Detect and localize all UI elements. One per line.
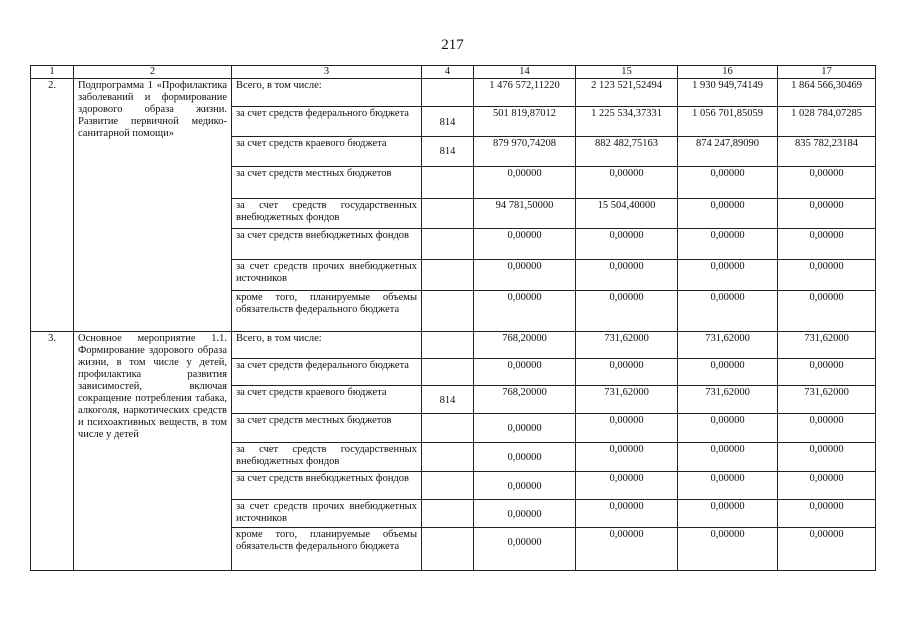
amount-cell: 0,00000 xyxy=(576,500,678,528)
table-body xyxy=(31,66,876,571)
budget-code xyxy=(422,528,474,571)
funding-source: за счет средств государственных внебюджетных фондов xyxy=(232,443,422,472)
header-cell: 3 xyxy=(232,66,422,79)
amount-cell: 835 782,23184 xyxy=(778,137,876,167)
amount-cell: 0,00000 xyxy=(678,414,778,443)
table-row xyxy=(31,332,876,359)
funding-source: Всего, в том числе: xyxy=(232,332,422,359)
header-cell: 17 xyxy=(778,66,876,79)
budget-code xyxy=(422,79,474,107)
section-name: Подпрограмма 1 «Профилактика заболеваний и формирование здорового образа жизни. Развитие первичной медико-санитарной помощи» xyxy=(74,79,232,332)
amount-cell: 0,00000 xyxy=(678,472,778,500)
amount-cell: 731,62000 xyxy=(778,386,876,414)
amount-cell: 0,00000 xyxy=(474,443,576,472)
amount-cell: 731,62000 xyxy=(678,386,778,414)
budget-code xyxy=(422,500,474,528)
amount-cell: 0,00000 xyxy=(778,443,876,472)
amount-cell: 0,00000 xyxy=(778,359,876,386)
amount-cell: 1 476 572,11220 xyxy=(474,79,576,107)
funding-source: Всего, в том числе: xyxy=(232,79,422,107)
amount-cell: 0,00000 xyxy=(474,500,576,528)
amount-cell: 0,00000 xyxy=(576,443,678,472)
funding-source: за счет средств местных бюджетов xyxy=(232,414,422,443)
amount-cell: 0,00000 xyxy=(474,260,576,291)
amount-cell: 1 028 784,07285 xyxy=(778,107,876,137)
funding-source: за счет средств местных бюджетов xyxy=(232,167,422,199)
amount-cell: 0,00000 xyxy=(474,167,576,199)
amount-cell: 0,00000 xyxy=(576,291,678,332)
amount-cell: 0,00000 xyxy=(474,229,576,260)
amount-cell: 0,00000 xyxy=(576,260,678,291)
funding-source: за счет средств внебюджетных фондов xyxy=(232,472,422,500)
amount-cell: 0,00000 xyxy=(678,528,778,571)
amount-cell: 0,00000 xyxy=(576,359,678,386)
funding-source: за счет средств краевого бюджета xyxy=(232,137,422,167)
page-number: 217 xyxy=(441,37,464,53)
funding-source: кроме того, планируемые объемы обязательств федерального бюджета xyxy=(232,528,422,571)
funding-source: за счет средств краевого бюджета xyxy=(232,386,422,414)
amount-cell: 731,62000 xyxy=(576,386,678,414)
budget-code xyxy=(422,229,474,260)
amount-cell: 0,00000 xyxy=(678,291,778,332)
header-cell: 2 xyxy=(74,66,232,79)
amount-cell: 0,00000 xyxy=(474,472,576,500)
funding-source: за счет средств федерального бюджета xyxy=(232,107,422,137)
amount-cell: 0,00000 xyxy=(576,229,678,260)
header-cell: 14 xyxy=(474,66,576,79)
budget-code xyxy=(422,199,474,229)
amount-cell: 0,00000 xyxy=(778,472,876,500)
amount-cell: 0,00000 xyxy=(576,414,678,443)
amount-cell: 0,00000 xyxy=(778,260,876,291)
amount-cell: 0,00000 xyxy=(778,199,876,229)
amount-cell: 2 123 521,52494 xyxy=(576,79,678,107)
budget-code xyxy=(422,472,474,500)
amount-cell: 0,00000 xyxy=(678,229,778,260)
amount-cell: 879 970,74208 xyxy=(474,137,576,167)
amount-cell: 0,00000 xyxy=(778,414,876,443)
amount-cell: 1 864 566,30469 xyxy=(778,79,876,107)
amount-cell: 1 056 701,85059 xyxy=(678,107,778,137)
budget-code xyxy=(422,332,474,359)
funding-source: кроме того, планируемые объемы обязательств федерального бюджета xyxy=(232,291,422,332)
header-cell: 4 xyxy=(422,66,474,79)
budget-code xyxy=(422,414,474,443)
header-row xyxy=(31,66,876,79)
amount-cell: 0,00000 xyxy=(778,229,876,260)
section-number: 2. xyxy=(31,79,74,332)
table-row xyxy=(31,79,876,107)
amount-cell: 0,00000 xyxy=(576,528,678,571)
amount-cell: 0,00000 xyxy=(778,528,876,571)
budget-code: 814 xyxy=(422,137,474,167)
section-number: 3. xyxy=(31,332,74,571)
header-cell: 15 xyxy=(576,66,678,79)
amount-cell: 1 225 534,37331 xyxy=(576,107,678,137)
budget-code: 814 xyxy=(422,107,474,137)
amount-cell: 731,62000 xyxy=(678,332,778,359)
amount-cell: 0,00000 xyxy=(474,414,576,443)
amount-cell: 731,62000 xyxy=(576,332,678,359)
amount-cell: 768,20000 xyxy=(474,332,576,359)
budget-code xyxy=(422,359,474,386)
amount-cell: 0,00000 xyxy=(678,500,778,528)
amount-cell: 0,00000 xyxy=(678,199,778,229)
funding-source: за счет средств государственных внебюджетных фондов xyxy=(232,199,422,229)
budget-code xyxy=(422,291,474,332)
funding-source: за счет средств федерального бюджета xyxy=(232,359,422,386)
amount-cell: 0,00000 xyxy=(678,359,778,386)
amount-cell: 882 482,75163 xyxy=(576,137,678,167)
header-cell: 1 xyxy=(31,66,74,79)
amount-cell: 501 819,87012 xyxy=(474,107,576,137)
amount-cell: 0,00000 xyxy=(778,500,876,528)
funding-source: за счет средств внебюджетных фондов xyxy=(232,229,422,260)
funding-source: за счет средств прочих внебюджетных источников xyxy=(232,500,422,528)
amount-cell: 0,00000 xyxy=(678,260,778,291)
amount-cell: 0,00000 xyxy=(576,167,678,199)
amount-cell: 15 504,40000 xyxy=(576,199,678,229)
amount-cell: 731,62000 xyxy=(778,332,876,359)
amount-cell: 0,00000 xyxy=(576,472,678,500)
amount-cell: 0,00000 xyxy=(678,167,778,199)
budget-table xyxy=(30,65,876,571)
header-cell: 16 xyxy=(678,66,778,79)
amount-cell: 0,00000 xyxy=(778,167,876,199)
amount-cell: 94 781,50000 xyxy=(474,199,576,229)
amount-cell: 0,00000 xyxy=(678,443,778,472)
amount-cell: 874 247,89090 xyxy=(678,137,778,167)
budget-code xyxy=(422,443,474,472)
amount-cell: 1 930 949,74149 xyxy=(678,79,778,107)
funding-source: за счет средств прочих внебюджетных источников xyxy=(232,260,422,291)
budget-code: 814 xyxy=(422,386,474,414)
section-name: Основное мероприятие 1.1. Формирование здорового образа жизни, в том числе у детей, профилактика развития зависимостей, включая сокращение потребления табака, алкоголя, наркотических средств и психоактивных веществ, в том числе у детей xyxy=(74,332,232,571)
amount-cell: 0,00000 xyxy=(474,291,576,332)
amount-cell: 0,00000 xyxy=(474,528,576,571)
amount-cell: 768,20000 xyxy=(474,386,576,414)
budget-code xyxy=(422,167,474,199)
amount-cell: 0,00000 xyxy=(474,359,576,386)
amount-cell: 0,00000 xyxy=(778,291,876,332)
budget-code xyxy=(422,260,474,291)
